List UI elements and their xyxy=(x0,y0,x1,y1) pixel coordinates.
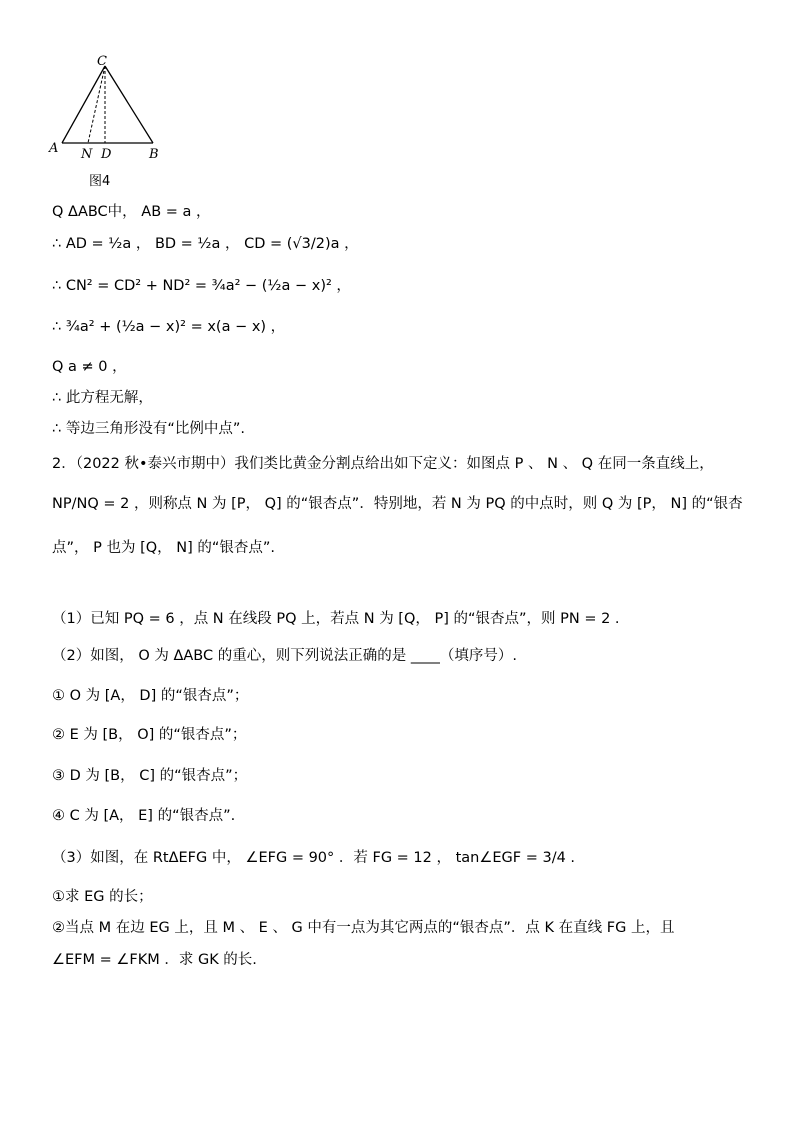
figure-caption: 图4 xyxy=(89,174,111,189)
side-bc xyxy=(105,66,153,143)
solution-line-7: ∴ 等边三角形没有“比例中点”. xyxy=(52,421,245,437)
label-a: A xyxy=(49,141,59,156)
option-3: ③ D 为 [B， C] 的“银杏点”； xyxy=(52,768,248,784)
option-1: ① O 为 [A， D] 的“银杏点”； xyxy=(52,688,249,704)
solution-line-3: ∴ CN² = CD² + ND² = ¾a² − (½a − x)² ， xyxy=(52,278,351,294)
triangle-figure xyxy=(45,52,165,167)
problem-intro-1: 2．（2022 秋•泰兴市期中）我们类比黄金分割点给出如下定义：如图点 P 、 N 、 Q 在同一条直线上， xyxy=(52,456,714,472)
label-d: D xyxy=(101,147,112,162)
label-b: B xyxy=(149,147,159,162)
segment-cn xyxy=(88,66,105,143)
label-n: N xyxy=(81,147,93,162)
solution-line-1: Q ΔABC中， AB = a ， xyxy=(52,204,211,220)
question-2: （2）如图， O 为 ΔABC 的重心，则下列说法正确的是 ____（填序号）. xyxy=(52,648,517,664)
question-3: （3）如图，在 RtΔEFG 中， ∠EFG = 90° ．若 FG = 12 ， tan∠EGF = 3/4 . xyxy=(52,850,576,866)
problem-intro-3: 点”， P 也为 [Q， N] 的“银杏点”. xyxy=(52,540,276,556)
option-2: ② E 为 [B， O] 的“银杏点”； xyxy=(52,727,247,743)
solution-line-4: ∴ ¾a² + (½a − x)² = x(a − x) ， xyxy=(52,319,286,335)
option-4: ④ C 为 [A， E] 的“银杏点”. xyxy=(52,808,236,824)
solution-line-5: Q a ≠ 0 ， xyxy=(52,359,127,375)
solution-line-2: ∴ AD = ½a ， BD = ½a ， CD = (√3/2)a ， xyxy=(52,236,359,252)
problem-intro-2: NP/NQ = 2 ，则称点 N 为 [P， Q] 的“银杏点”．特别地，若 N 为 PQ 的中点时，则 Q 为 [P， N] 的“银杏 xyxy=(52,496,743,512)
solution-line-6: ∴ 此方程无解， xyxy=(52,390,153,406)
question-3-part-2-line-2: ∠EFM = ∠FKM ．求 GK 的长. xyxy=(52,952,257,968)
question-3-part-1: ①求 EG 的长； xyxy=(52,889,153,905)
label-c: C xyxy=(97,54,107,69)
question-3-part-2-line-1: ②当点 M 在边 EG 上，且 M 、 E 、 G 中有一点为其它两点的“银杏点”．点 K 在直线 FG 上，且 xyxy=(52,920,675,936)
question-1: （1）已知 PQ = 6 ，点 N 在线段 PQ 上，若点 N 为 [Q， P] 的“银杏点”，则 PN = 2 . xyxy=(52,611,620,627)
side-ac xyxy=(62,66,105,143)
